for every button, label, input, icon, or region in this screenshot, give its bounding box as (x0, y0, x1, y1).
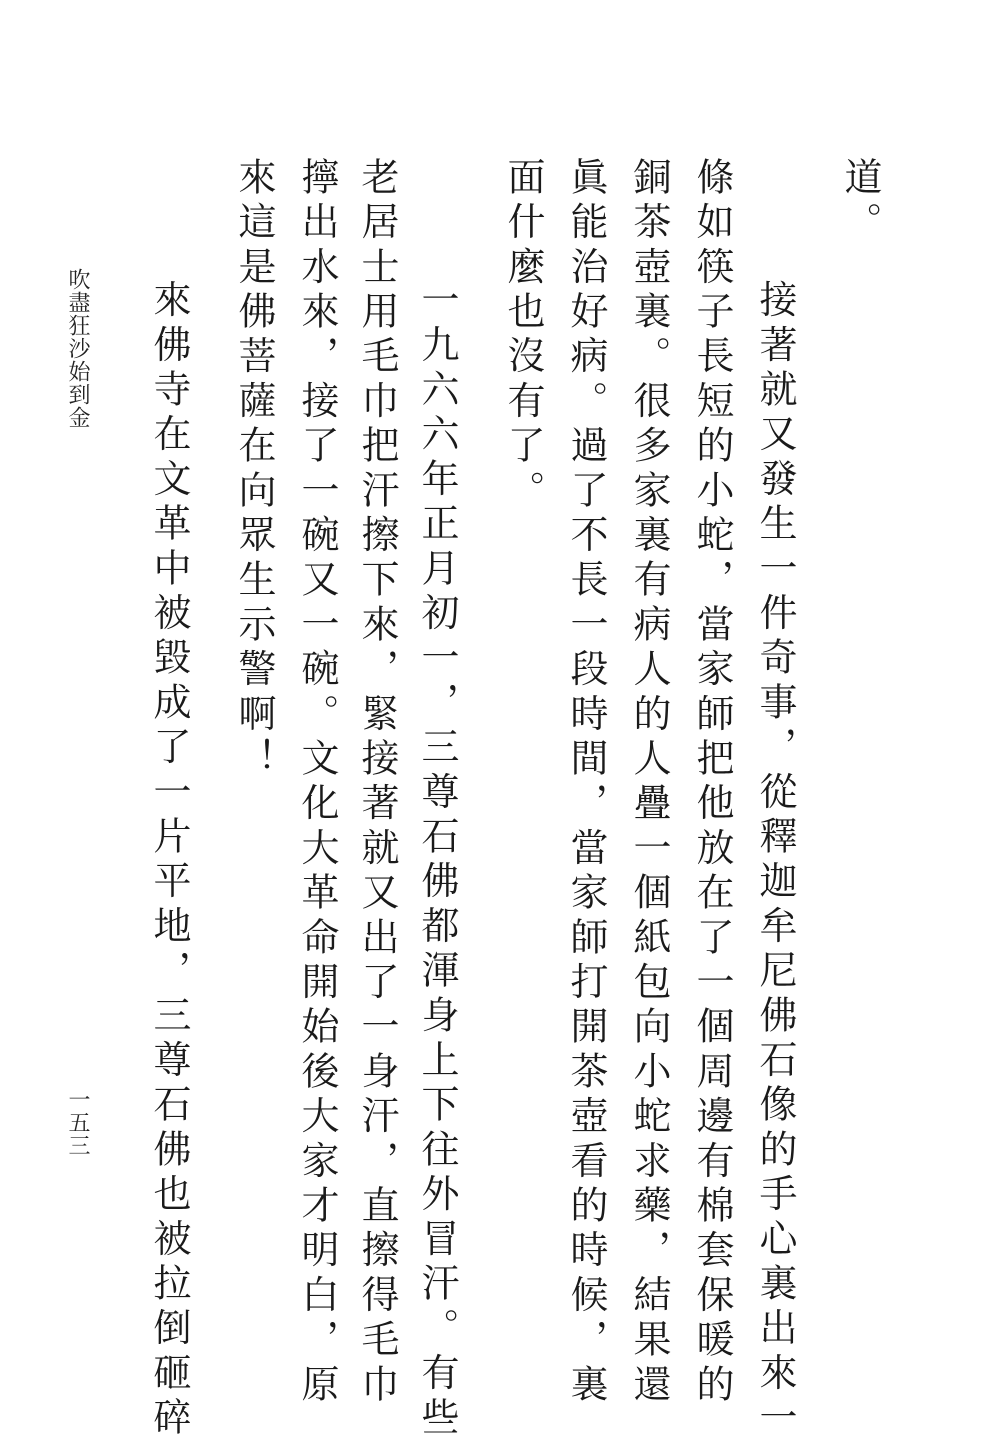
text-column-2: 接著就又發生一件奇事，從釋迦牟尼佛石像的手心裏出來一 (753, 235, 797, 1442)
text-column-7: 一九六六年正月初一，三尊石佛都渾身上下往外冒汗。有些 (415, 235, 459, 1442)
text-column-8: 老居士用毛巾把汗擦下來，緊接著就又出了一身汗，直擦得毛巾 (355, 157, 399, 1409)
page-number: 一五三 (65, 1088, 90, 1157)
text-column-11: 來佛寺在文革中被毀成了一片平地，三尊石佛也被拉倒砸碎 (147, 235, 191, 1442)
text-column-4: 銅茶壺裏。很多家裏有病人的人疊一個紙包向小蛇求藥，結果還 (627, 157, 671, 1409)
text-column-6: 面什麼也沒有了。 (501, 157, 545, 515)
text-column-1: 道。 (838, 157, 882, 247)
text-column-5: 眞能治好病。過了不長一段時間，當家師打開茶壺看的時候，裏 (564, 157, 608, 1409)
text-column-10: 來這是佛菩薩在向眾生示警啊！ (232, 157, 276, 783)
text-column-3: 條如筷子長短的小蛇，當家師把他放在了一個周邊有棉套保暖的 (690, 157, 734, 1409)
running-title: 吹盡狂沙始到金 (65, 268, 90, 429)
text-column-9: 擰出水來，接了一碗又一碗。文化大革命開始後大家才明白，原 (295, 157, 339, 1409)
